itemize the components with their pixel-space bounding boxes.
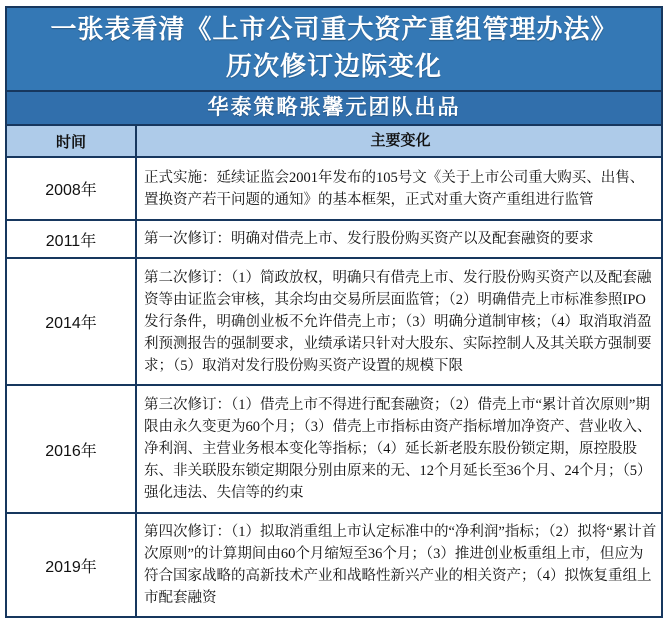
row-change: 第四次修订：（1）拟取消重组上市认定标准中的“净利润”指标；（2）拟将“累计首次原则”的计算期间由60个月缩短至36个月；（3）推进创业板重组上市，但应为符合国家战略的高新技术产业和战略性新兴产业的相关资产；（4）拟恢复重组上市配套融资 (144, 524, 657, 606)
table-row (7, 156, 661, 219)
table-row (7, 512, 661, 616)
row-change: 第二次修订：（1）简政放权，明确只有借壳上市、发行股份购买资产以及配套融资等由证监会审核，其余均由交易所层面监管；（2）明确借壳上市标准参照IPO发行条件，明确创业板不允许借壳上市；（3）明确分道制审核；（4）取消取消盈利预测报告的强制要求，业绩承诺只针对大股东、实际控制人及其关联方强制要求；（5）取消对发行股份购买资产设置的规模下限 (144, 269, 652, 374)
row-change: 第三次修订：（1）借壳上市不得进行配套融资；（2）借壳上市“累计首次原则”期限由永久变更为60个月；（3）借壳上市指标由资产指标增加净资产、营业收入、净利润、主营业务根本变化等指标；（4）延长新老股东股份锁定期，原控股股东、非关联股东锁定期限分别由原来的无、12个月延长至36个月、24个月；（5）强化违法、失信等的约束 (144, 397, 652, 501)
row-year: 2019年 (7, 514, 137, 616)
page-title-line1: 一张表看清《上市公司重大资产重组管理办法》 (50, 15, 618, 44)
table-row (7, 384, 661, 512)
header-main-changes: 主要变化 (370, 133, 431, 149)
row-year: 2014年 (7, 259, 137, 384)
table-row (7, 219, 661, 257)
row-change: 正式实施：延续证监会2001年发布的105号文《关于上市公司重大购买、出售、置换资产若干问题的通知》的基本框架，正式对重大资产重组进行监管 (144, 169, 645, 208)
page-title (7, 8, 661, 92)
table-row (7, 257, 661, 384)
team-subtitle: 华泰策略张馨元团队出品 (7, 92, 661, 126)
page-title-line2: 历次修订边际变化 (225, 52, 442, 81)
table-header-row (7, 126, 661, 156)
row-year: 2016年 (7, 386, 137, 512)
row-change: 第一次修订：明确对借壳上市、发行股份购买资产以及配套融资的要求 (144, 231, 594, 247)
revision-table (5, 6, 663, 618)
row-year: 2011年 (7, 221, 137, 257)
row-year: 2008年 (7, 158, 137, 219)
header-time: 时间 (7, 126, 137, 156)
